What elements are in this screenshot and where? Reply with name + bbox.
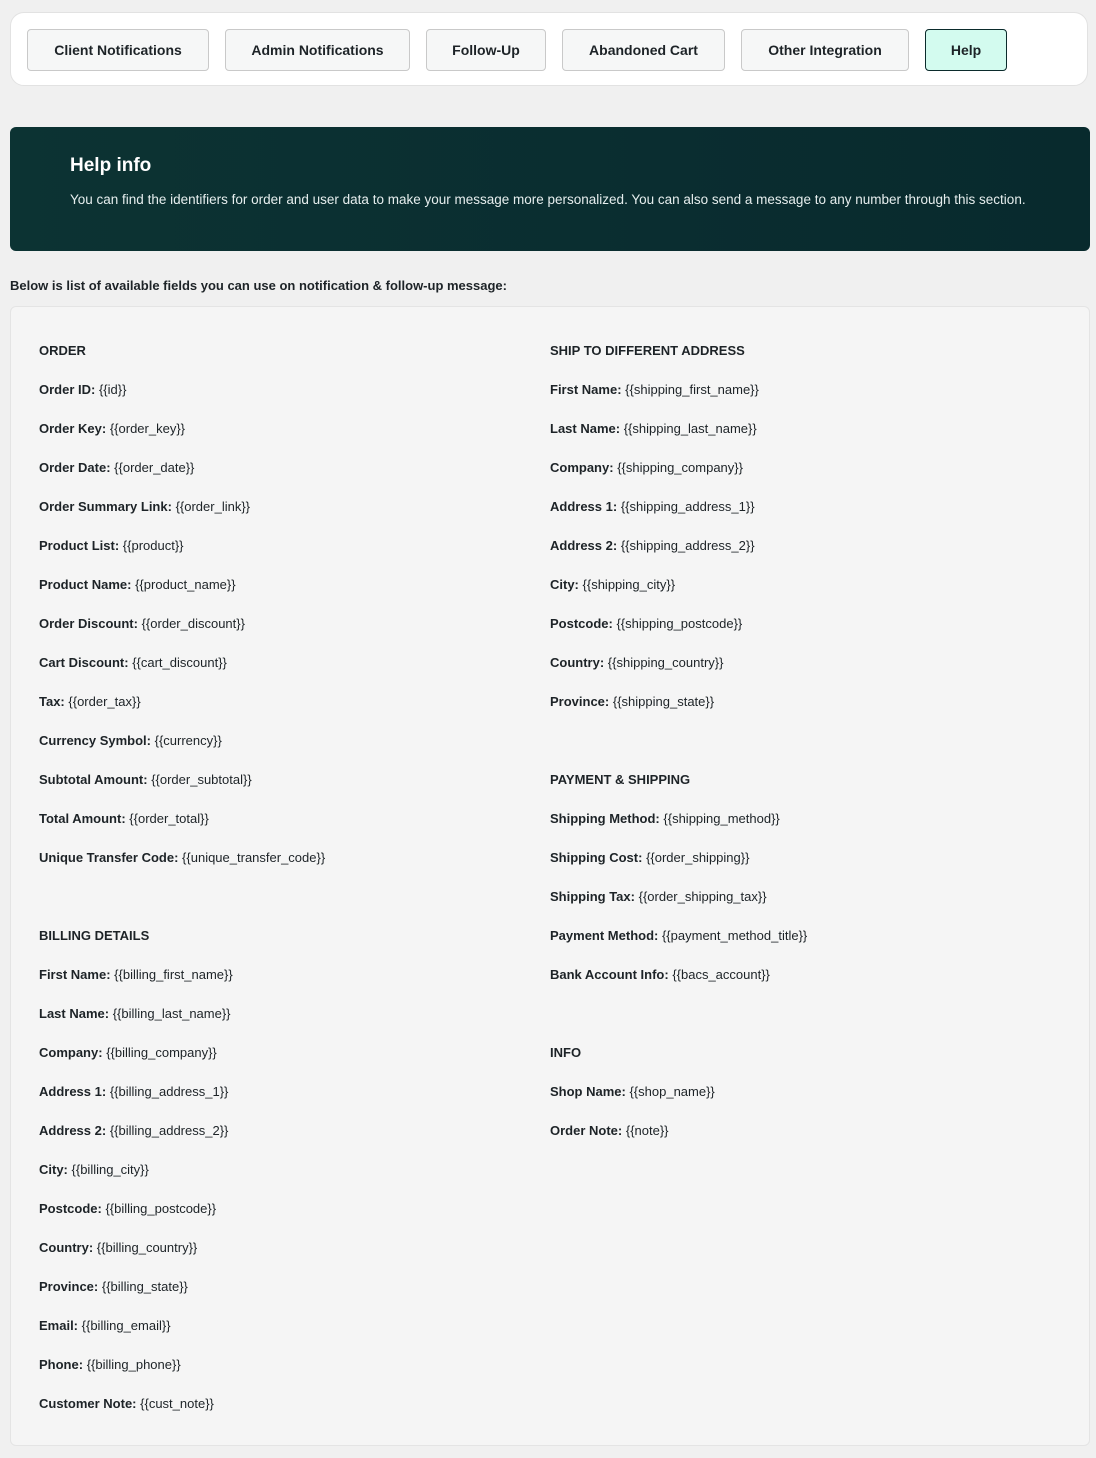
tab-admin-notifications[interactable]: Admin Notifications	[225, 29, 410, 71]
field-identifier: {{billing_company}}	[106, 1045, 217, 1060]
field-identifier: {{cart_discount}}	[132, 655, 227, 670]
field-label: Total Amount:	[39, 811, 126, 826]
field-label: Postcode:	[39, 1201, 102, 1216]
field-row	[550, 460, 743, 476]
help-info-description: You can find the identifiers for order and user data to make your message more personalized. You can also send a message to any number through this section.	[70, 192, 1026, 207]
field-identifier: {{billing_email}}	[81, 1318, 171, 1333]
field-row	[39, 577, 236, 593]
field-row	[550, 1123, 669, 1139]
field-row	[39, 421, 185, 437]
field-label: Address 1:	[39, 1084, 107, 1099]
field-label: Last Name:	[39, 1006, 110, 1021]
tab-abandoned-cart[interactable]: Abandoned Cart	[562, 29, 725, 71]
field-identifier: {{shipping_address_2}}	[620, 538, 755, 553]
field-label: First Name:	[39, 967, 111, 982]
field-row	[39, 538, 184, 554]
field-label: Order Summary Link:	[39, 499, 172, 514]
field-row	[550, 811, 780, 827]
field-identifier: {{order_discount}}	[141, 616, 245, 631]
field-identifier: {{order_link}}	[175, 499, 251, 514]
field-label: Order Note:	[550, 1123, 623, 1138]
field-label: First Name:	[550, 382, 622, 397]
section-title-order: ORDER	[39, 343, 86, 358]
help-info-title: Help info	[70, 155, 152, 176]
field-row	[39, 1006, 231, 1022]
field-row	[39, 1357, 181, 1373]
field-row	[550, 1084, 715, 1100]
field-identifier: {{order_total}}	[129, 811, 209, 826]
field-identifier: {{currency}}	[154, 733, 222, 748]
field-identifier: {{unique_transfer_code}}	[182, 850, 326, 865]
field-label: City:	[550, 577, 579, 592]
field-identifier: {{order_date}}	[114, 460, 195, 475]
field-label: Unique Transfer Code:	[39, 850, 179, 865]
field-label: Subtotal Amount:	[39, 772, 148, 787]
field-identifier: {{billing_postcode}}	[105, 1201, 217, 1216]
field-label: Address 2:	[550, 538, 618, 553]
field-row	[550, 421, 757, 437]
field-label: Order Date:	[39, 460, 111, 475]
field-label: Cart Discount:	[39, 655, 129, 670]
field-row	[39, 850, 325, 866]
field-label: Shipping Cost:	[550, 850, 643, 865]
field-label: Company:	[39, 1045, 103, 1060]
field-identifier: {{billing_state}}	[101, 1279, 188, 1294]
field-label: Phone:	[39, 1357, 84, 1372]
field-label: Email:	[39, 1318, 79, 1333]
field-identifier: {{shipping_city}}	[582, 577, 676, 592]
field-label: Tax:	[39, 694, 65, 709]
field-identifier: {{payment_method_title}}	[661, 928, 808, 943]
field-row	[550, 538, 755, 554]
tab-bar	[10, 12, 1088, 86]
field-identifier: {{shipping_postcode}}	[616, 616, 743, 631]
field-identifier: {{shop_name}}	[629, 1084, 715, 1099]
field-row	[39, 1201, 216, 1217]
field-identifier: {{order_shipping_tax}}	[638, 889, 767, 904]
field-row	[39, 694, 141, 710]
field-identifier: {{product_name}}	[135, 577, 236, 592]
field-row	[39, 1396, 214, 1412]
field-identifier: {{id}}	[98, 382, 127, 397]
field-identifier: {{billing_last_name}}	[112, 1006, 231, 1021]
field-row	[39, 655, 227, 671]
field-label: Order Discount:	[39, 616, 138, 631]
field-label: Province:	[550, 694, 610, 709]
field-row	[39, 1123, 228, 1139]
field-label: Bank Account Info:	[550, 967, 669, 982]
field-label: Address 2:	[39, 1123, 107, 1138]
field-row	[39, 772, 252, 788]
field-identifier: {{bacs_account}}	[672, 967, 770, 982]
field-label: Customer Note:	[39, 1396, 137, 1411]
field-row	[550, 850, 749, 866]
field-label: Postcode:	[550, 616, 613, 631]
field-identifier: {{order_key}}	[109, 421, 186, 436]
tab-help[interactable]: Help	[925, 29, 1007, 71]
field-identifier: {{shipping_last_name}}	[623, 421, 757, 436]
field-row	[550, 577, 675, 593]
field-label: Product Name:	[39, 577, 132, 592]
field-label: Order Key:	[39, 421, 107, 436]
field-identifier: {{billing_address_2}}	[109, 1123, 229, 1138]
field-label: Company:	[550, 460, 614, 475]
field-row	[39, 1279, 188, 1295]
field-identifier: {{billing_first_name}}	[114, 967, 233, 982]
field-identifier: {{shipping_first_name}}	[625, 382, 759, 397]
field-label: City:	[39, 1162, 68, 1177]
field-label: Last Name:	[550, 421, 621, 436]
field-label: Payment Method:	[550, 928, 659, 943]
field-identifier: {{shipping_method}}	[663, 811, 780, 826]
field-label: Shipping Method:	[550, 811, 660, 826]
field-identifier: {{product}}	[122, 538, 184, 553]
available-fields-panel	[10, 306, 1090, 1446]
field-identifier: {{cust_note}}	[140, 1396, 214, 1411]
field-identifier: {{billing_city}}	[71, 1162, 149, 1177]
field-row	[39, 1318, 171, 1334]
field-row	[39, 460, 194, 476]
field-row	[39, 733, 222, 749]
field-row	[550, 616, 742, 632]
field-row	[550, 382, 759, 398]
field-row	[39, 382, 126, 398]
field-identifier: {{billing_address_1}}	[109, 1084, 229, 1099]
field-row	[550, 928, 807, 944]
field-identifier: {{billing_country}}	[96, 1240, 198, 1255]
field-row	[39, 1045, 217, 1061]
help-info-banner	[10, 127, 1090, 251]
field-identifier: {{shipping_country}}	[607, 655, 724, 670]
section-title-ship-to-different-address: SHIP TO DIFFERENT ADDRESS	[550, 343, 745, 358]
field-identifier: {{order_shipping}}	[646, 850, 750, 865]
field-row	[550, 694, 714, 710]
field-row	[39, 967, 233, 983]
field-identifier: {{note}}	[625, 1123, 669, 1138]
field-label: Shipping Tax:	[550, 889, 635, 904]
field-row	[550, 889, 767, 905]
field-label: Address 1:	[550, 499, 618, 514]
field-label: Country:	[39, 1240, 94, 1255]
field-label: Shop Name:	[550, 1084, 626, 1099]
field-label: Currency Symbol:	[39, 733, 151, 748]
field-identifier: {{shipping_company}}	[617, 460, 743, 475]
field-identifier: {{order_tax}}	[68, 694, 141, 709]
field-row	[39, 1240, 197, 1256]
fields-intro-text: Below is list of available fields you can use on notification & follow-up message:	[10, 278, 507, 293]
field-identifier: {{shipping_state}}	[612, 694, 715, 709]
field-identifier: {{order_subtotal}}	[151, 772, 252, 787]
field-label: Product List:	[39, 538, 120, 553]
field-row	[39, 811, 209, 827]
field-row	[550, 655, 723, 671]
section-title-payment-shipping: PAYMENT & SHIPPING	[550, 772, 691, 787]
field-row	[39, 1162, 149, 1178]
field-identifier: {{billing_phone}}	[86, 1357, 181, 1372]
field-row	[550, 967, 770, 983]
tab-client-notifications[interactable]: Client Notifications	[27, 29, 209, 71]
field-identifier: {{shipping_address_1}}	[620, 499, 755, 514]
field-label: Country:	[550, 655, 605, 670]
section-title-billing: BILLING DETAILS	[39, 928, 150, 943]
field-label: Order ID:	[39, 382, 96, 397]
field-row	[550, 499, 755, 515]
section-title-info: INFO	[550, 1045, 582, 1060]
field-row	[39, 1084, 228, 1100]
tab-follow-up[interactable]: Follow-Up	[426, 29, 546, 71]
field-row	[39, 499, 250, 515]
tab-other-integration[interactable]: Other Integration	[741, 29, 909, 71]
field-row	[39, 616, 245, 632]
field-label: Province:	[39, 1279, 99, 1294]
